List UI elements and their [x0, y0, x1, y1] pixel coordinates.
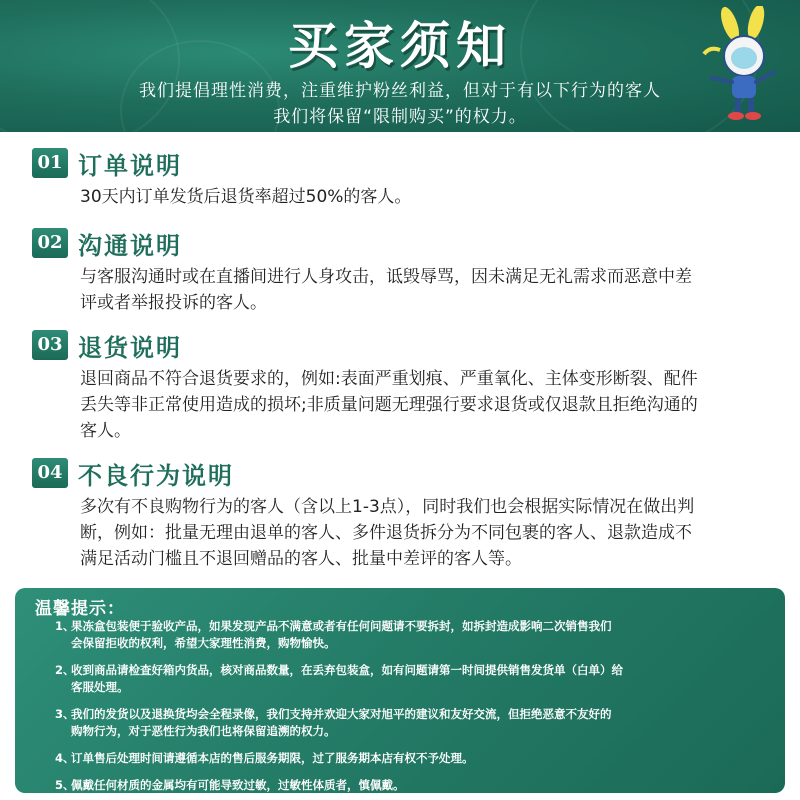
tip-number: 1、: [55, 619, 75, 633]
mascot-illustration: [690, 6, 790, 126]
section-line: 多次有不良购物行为的客人（含以上1-3点），同时我们也会根据实际情况在做出判: [80, 497, 695, 517]
section-line: 满足活动门槛且不退回赠品的客人、批量中差评的客人等。: [80, 549, 522, 569]
section-title: 沟通说明: [78, 232, 182, 260]
section-line: 客人。: [80, 421, 131, 441]
header-banner: [0, 0, 800, 132]
section-number-badge: 02: [32, 228, 68, 258]
page-title: 买家须知: [288, 17, 512, 75]
section-line: 退回商品不符合退货要求的，例如:表面严重划痕、严重氧化、主体变形断裂、配件: [80, 369, 698, 389]
tip-item: [55, 618, 755, 652]
section-body: [80, 494, 782, 572]
section-body: [80, 184, 782, 210]
tips-panel: [15, 588, 785, 793]
tips-list: [55, 618, 755, 793]
section-title: 退货说明: [78, 334, 182, 362]
section-body: [80, 264, 782, 316]
section-title: 订单说明: [78, 152, 182, 180]
section-line: 丢失等非正常使用造成的损坏;非质量问题无理强行要求退货或仅退款且拒绝沟通的: [80, 395, 698, 415]
tip-item: [55, 662, 755, 696]
tip-line: 我们的发货以及退换货均会全程录像，我们支持并欢迎大家对旭平的建议和友好交流，但拒绝恶意不友好的: [71, 707, 612, 721]
tips-title: 温馨提示：: [35, 599, 125, 619]
tip-line: 购物行为，对于恶性行为我们也将保留追溯的权力。: [71, 724, 336, 738]
tip-number: 3、: [55, 707, 75, 721]
tip-line: 订单售后处理时间请遵循本店的售后服务期限，过了服务期本店有权不予处理。: [71, 751, 474, 765]
section-line: 断，例如：批量无理由退单的客人、多件退货拆分为不同包裹的客人、退款造成不: [80, 523, 692, 543]
intro-line-2: 我们将保留“限制购买”的权力。: [273, 107, 527, 127]
section-number-badge: 03: [32, 330, 68, 360]
tip-number: 2、: [55, 663, 75, 677]
tip-line: 收到商品请检查好箱内货品，核对商品数量，在丢弃包装盒，如有问题请第一时间提供销售发货单（白单）给: [71, 663, 623, 677]
tip-line: 会保留拒收的权利，希望大家理性消费，购物愉快。: [71, 636, 336, 650]
tip-number: 4、: [55, 751, 75, 765]
tip-item: [55, 750, 755, 767]
tip-line: 佩戴任何材质的金属均有可能导致过敏，过敏性体质者，慎佩戴。: [71, 778, 405, 792]
section-title: 不良行为说明: [78, 462, 234, 490]
tip-item: [55, 706, 755, 740]
tip-number: 5、: [55, 778, 75, 792]
section-line: 评或者举报投诉的客人。: [80, 293, 267, 313]
tip-line: 客服处理。: [71, 680, 129, 694]
section-number-badge: 04: [32, 458, 68, 488]
section-body: [80, 366, 782, 444]
section-number-badge: 01: [32, 148, 68, 178]
intro-line-1: 我们提倡理性消费，注重维护粉丝利益，但对于有以下行为的客人: [139, 81, 661, 101]
tip-line: 果冻盒包装便于验收产品，如果发现产品不满意或者有任何问题请不要拆封，如拆封造成影响二次销售我们: [71, 619, 612, 633]
section-line: 30天内订单发货后退货率超过50%的客人。: [80, 187, 412, 207]
section-line: 与客服沟通时或在直播间进行人身攻击，诋毁辱骂，因未满足无礼需求而恶意中差: [80, 267, 692, 287]
tip-item: [55, 777, 755, 793]
